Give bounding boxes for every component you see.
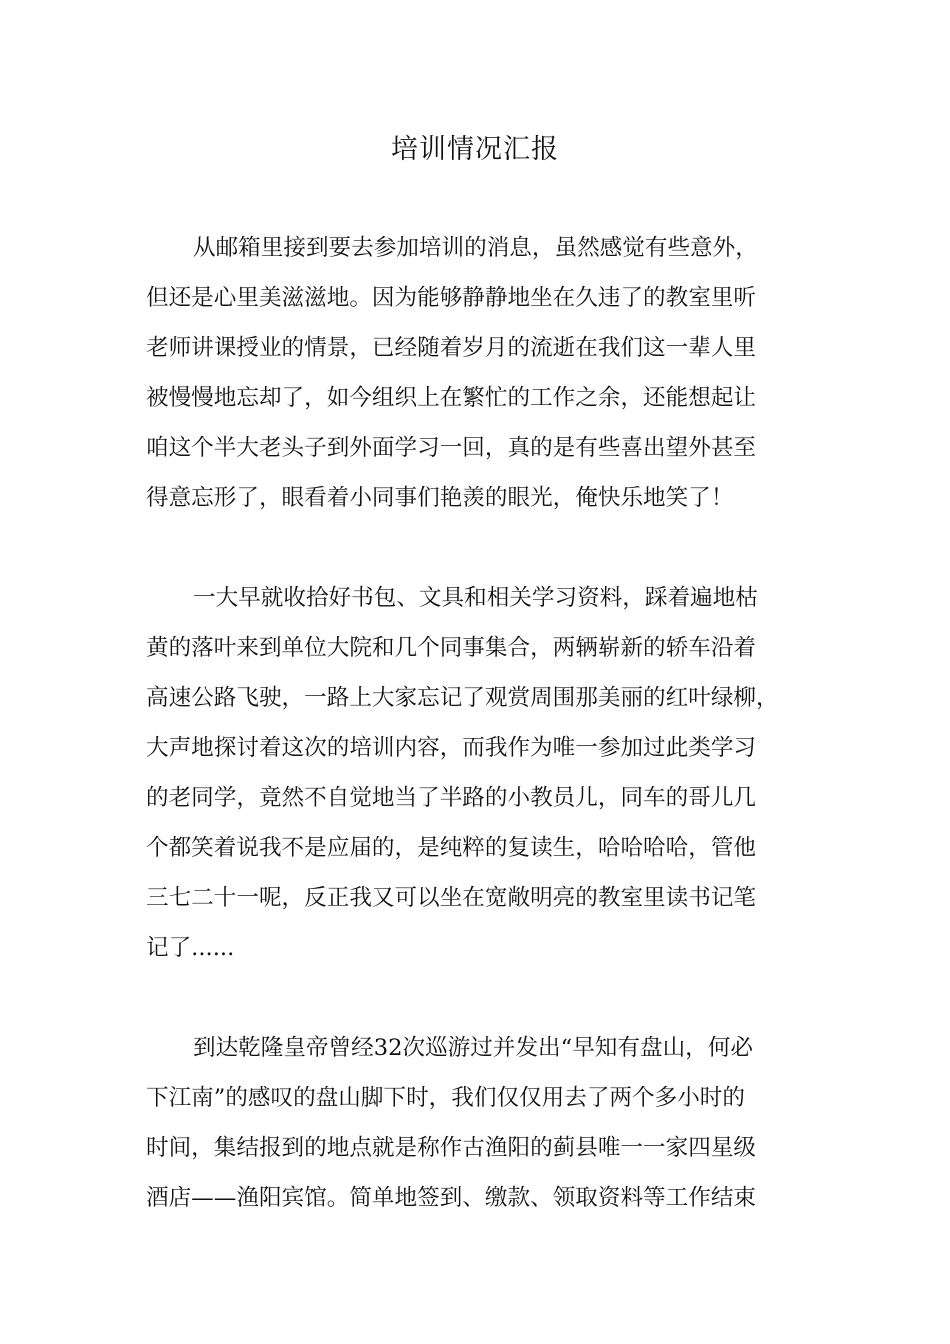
paragraph-3-line-3: 时间，集结报到的地点就是称作古渔阳的蓟县唯一一家四星级 [146, 1135, 757, 1161]
paragraph-1-line-3: 老师讲课授业的情景，已经随着岁月的流逝在我们这一辈人里 [146, 335, 757, 361]
paragraph-2-line-1: 一大早就收拾好书包、文具和相关学习资料，踩着遍地枯 [193, 585, 758, 611]
paragraph-2-line-8: 记了...... [146, 935, 235, 961]
paragraph-1-line-4: 被慢慢地忘却了，如今组织上在繁忙的工作之余，还能想起让 [146, 385, 757, 411]
paragraph-1-line-6: 得意忘形了，眼看着小同事们艳羡的眼光，俺快乐地笑了！ [146, 485, 734, 511]
paragraph-3-line-4: 酒店——渔阳宾馆。简单地签到、缴款、领取资料等工作结束 [146, 1185, 757, 1211]
document-title: 培训情况汇报 [391, 134, 559, 165]
paragraph-2-line-7: 三七二十一呢，反正我又可以坐在宽敞明亮的教室里读书记笔 [146, 885, 757, 911]
paragraph-2-line-6: 个都笑着说我不是应届的，是纯粹的复读生，哈哈哈哈，管他 [146, 835, 757, 861]
paragraph-1-line-2: 但还是心里美滋滋地。因为能够静静地坐在久违了的教室里听 [146, 285, 757, 311]
paragraph-2-line-2: 黄的落叶来到单位大院和几个同事集合，两辆崭新的轿车沿着 [146, 635, 757, 661]
paragraph-3-line-1: 到达乾隆皇帝曾经32次巡游过并发出“早知有盘山，何必 [193, 1035, 753, 1061]
paragraph-1-line-1: 从邮箱里接到要去参加培训的消息，虽然感觉有些意外， [193, 235, 758, 261]
paragraph-3-line-2: 下江南”的感叹的盘山脚下时，我们仅仅用去了两个多小时的 [146, 1085, 745, 1111]
paragraph-2-line-4: 大声地探讨着这次的培训内容，而我作为唯一参加过此类学习 [146, 735, 757, 761]
paragraph-1-line-5: 咱这个半大老头子到外面学习一回，真的是有些喜出望外甚至 [146, 435, 757, 461]
paragraph-2-line-5: 的老同学，竟然不自觉地当了半路的小教员儿，同车的哥儿几 [146, 785, 757, 811]
paragraph-2-line-3: 高速公路飞驶，一路上大家忘记了观赏周围那美丽的红叶绿柳， [146, 685, 779, 711]
